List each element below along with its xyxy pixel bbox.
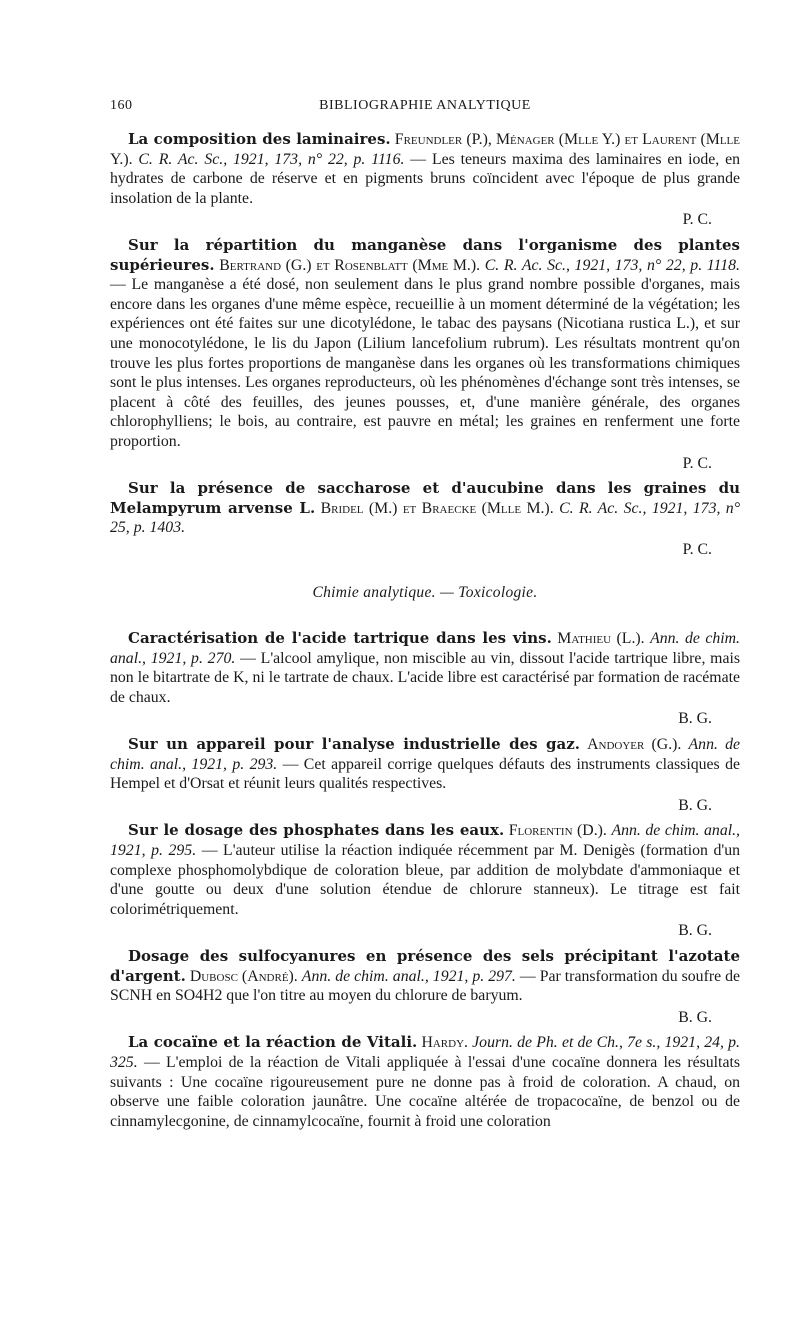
entry-text: — Le manganèse a été dosé, non seulement dans le plus grand nombre possible d'organes, mais encore dans les organes d'une même espèce, recueillie à un moment déterminé de la végétation; les expériences ont été faites sur une dicotylédone, le tabac des paysans (Nicotiana rustica L.), et sur une monocotylédone, le lis du Japon (Lilium lancefolium rubrum). Les résultats montrent qu'on trouve les plus fortes proportions de manganèse dans les organes où les transformations chimiques sont le plus intenses. Les organes reproducteurs, où les phénomènes d'échange sont très intenses, se placent à côté des feuilles, des jeunes pousses, et, d'une manière générale, des organes chlorophylliens; le bois, au contraire, est pauvre en métal; les graines en renferment une forte proportion. (110, 276, 740, 450)
abstract-entry (110, 130, 740, 208)
entry-title: Dosage des sulfocyanures en présence des sels précipitant l'azotate d'argent. (110, 946, 740, 985)
entry-citation: C. R. Ac. Sc., 1921, 173, n° 25, p. 1403. (110, 499, 741, 537)
entry-citation: Ann. de chim. anal., 1921, p. 297. (301, 967, 516, 985)
entry-text: — L'auteur utilise la réaction indiquée récemment par M. Denigès (formation d'un complexe phosphomolybdique de coloration bleue, par addition de molybdate d'ammoniaque et d'une goutte ou deux d'une solution étendue de chlorure stanneux). Le titrage est fait colorimétriquement. (110, 842, 740, 918)
running-header (110, 98, 740, 118)
running-title: BIBLIOGRAPHIE ANALYTIQUE (319, 98, 531, 113)
entry-authors: Hardy. (421, 1034, 468, 1052)
page-number: 160 (110, 98, 133, 113)
entry-title: Sur la présence de saccharose et d'aucubine dans les graines du Melampyrum arvense L. (110, 479, 740, 517)
entry-text: — Cet appareil corrige quelques défauts des instruments classiques de Hempel et d'Orsat et réunit leurs qualités respectives. (110, 755, 740, 793)
entry-title: La composition des laminaires. (128, 130, 391, 148)
abstract-entry (110, 479, 740, 538)
abstract-entry (110, 1033, 740, 1131)
entry-citation: Ann. de chim. anal., 1921, p. 295. (110, 822, 740, 859)
entry-text: — L'emploi de la réaction de Vitali appliquée à l'essai d'une cocaïne donnera les résultats suivants : Une cocaïne rigoureusement pure ne donne pas à froid de coloration. A chaud, on observe une faible coloration jaunâtre. Une cocaïne altérée de tropacocaïne, de benzol ou de cinnamylecgonine, de cinnamylcocaïne, fournit à froid une coloration (110, 1053, 740, 1130)
abstract-entry (110, 236, 740, 452)
entry-signature: B. G. (678, 710, 712, 728)
entry-citation: Journ. de Ph. et de Ch., 7e s., 1921, 24, p. 325. (110, 1034, 740, 1071)
entry-authors: Freundler (P.), Ménager (Mlle Y.) et Laurent (Mlle Y.). (110, 131, 740, 168)
entry-citation: Ann. de chim. anal., 1921, p. 293. (110, 736, 740, 773)
entry-signature: B. G. (678, 922, 712, 940)
abstract-entry (110, 735, 740, 794)
entry-signature: P. C. (682, 454, 712, 472)
abstract-entry (110, 821, 740, 919)
entry-signature: B. G. (678, 1008, 712, 1026)
entry-text: — L'alcool amylique, non miscible au vin, dissout l'acide tartrique libre, mais non le bitartrate de K, ni le tartrate de chaux. L'acide libre est caractérisé par formation de racémate de chaux. (110, 649, 740, 706)
entry-authors: Bridel (M.) et Braecke (Mlle M.). (320, 499, 554, 517)
page-content (110, 130, 740, 1135)
entry-citation: C. R. Ac. Sc., 1921, 173, n° 22, p. 1116. (138, 150, 405, 168)
entry-citation: C. R. Ac. Sc., 1921, 173, n° 22, p. 1118. (484, 256, 740, 274)
entry-citation: Ann. de chim. anal., 1921, p. 270. (110, 630, 740, 667)
entry-authors: Mathieu (L.). (557, 630, 645, 648)
entry-authors: Andoyer (G.). (587, 736, 682, 754)
entry-authors: Dubosc (André). (189, 967, 298, 985)
entry-text: — Par transformation du soufre de SCNH en SO4H2 que l'on titre au moyen du chlorure de baryum. (110, 967, 741, 1005)
entry-text: — Les teneurs maxima des laminaires en iode, en hydrates de carbone de réserve et en pigments bruns coïncident avec l'époque de plus grande insolation de la plante. (110, 150, 740, 207)
entry-title: La cocaïne et la réaction de Vitali. (128, 1033, 418, 1052)
section-title: Chimie analytique. — Toxicologie. (312, 584, 538, 602)
entry-title: Sur le dosage des phosphates dans les eaux. (128, 821, 505, 840)
entry-authors: Florentin (D.). (508, 822, 607, 840)
abstract-entry (110, 947, 740, 1006)
entry-signature: P. C. (682, 211, 712, 229)
entry-title: Caractérisation de l'acide tartrique dans les vins. (128, 629, 552, 648)
entry-authors: Bertrand (G.) et Rosenblatt (Mme M.). (219, 256, 481, 274)
abstract-entry (110, 629, 740, 707)
entry-title: Sur la répartition du manganèse dans l'organisme des plantes supérieures. (110, 235, 740, 274)
entry-title: Sur un appareil pour l'analyse industrielle des gaz. (128, 735, 580, 754)
entry-signature: B. G. (678, 796, 712, 814)
entry-signature: P. C. (682, 540, 712, 558)
